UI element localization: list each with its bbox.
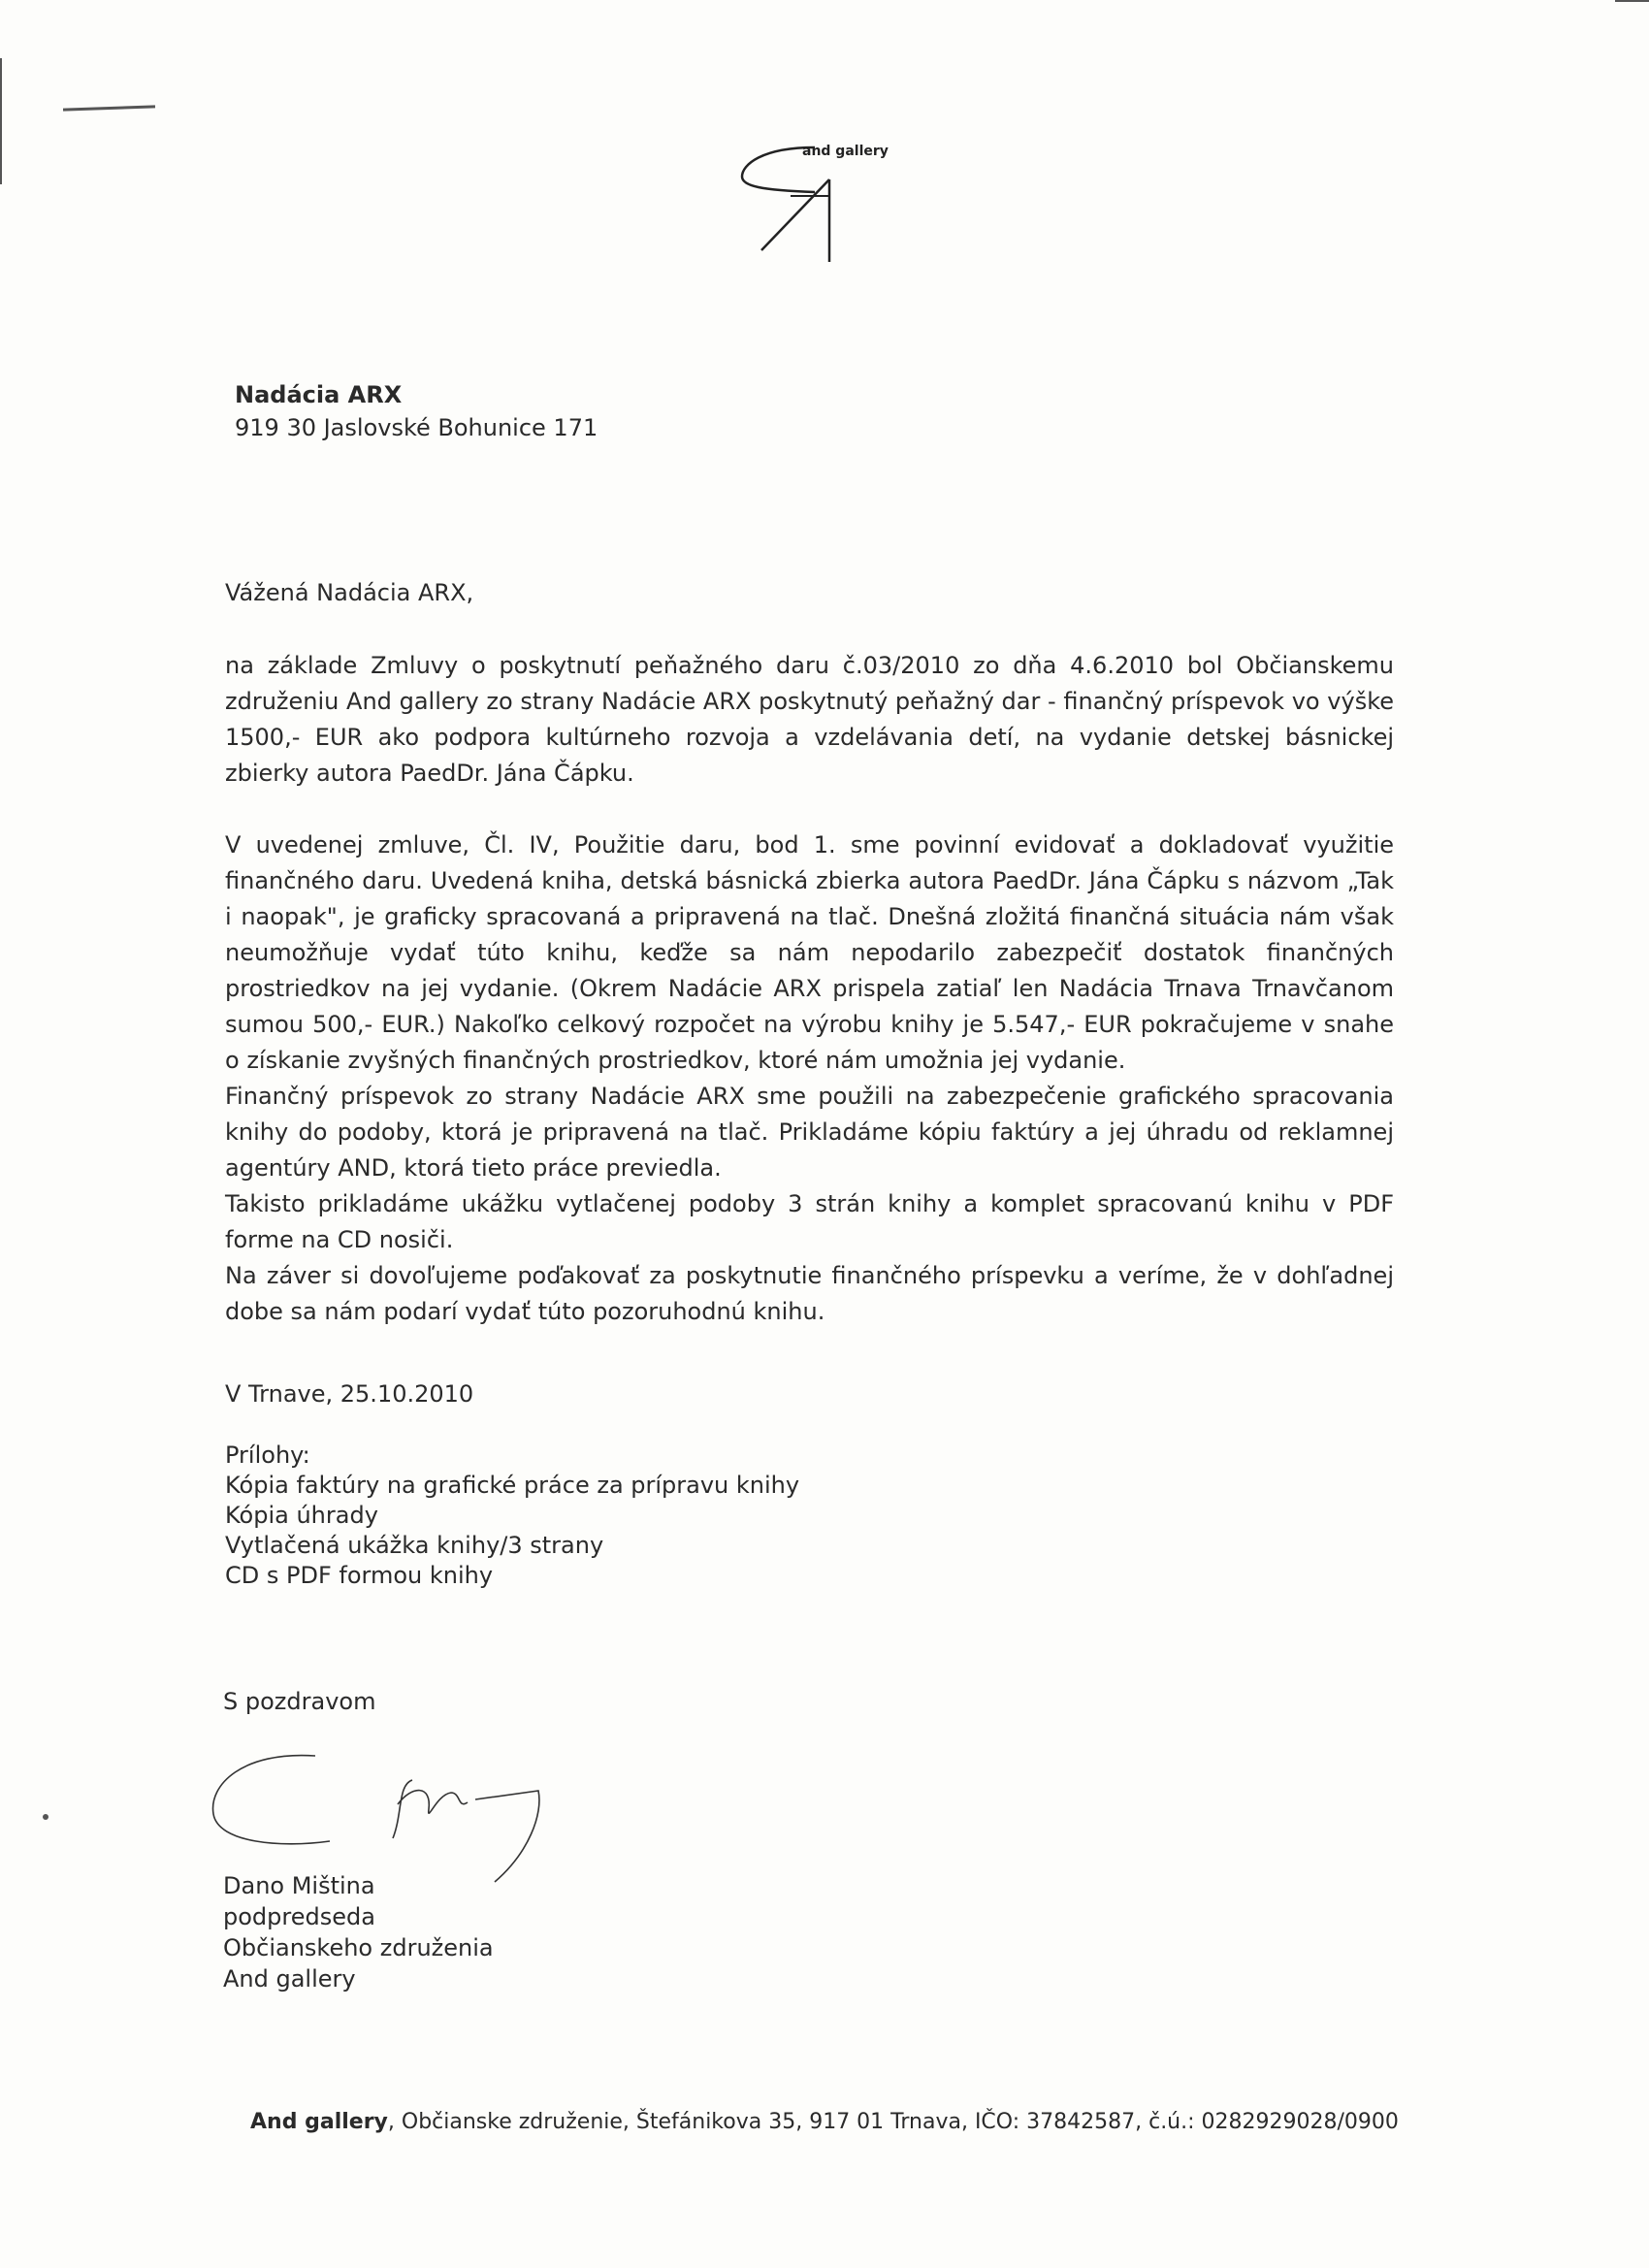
body-paragraph: Na záver si dovoľujeme poďakovať za poskytnutie finančného príspevku a veríme, že v dohľadnej dobe sa nám podarí vydať túto pozoruhodnú knihu.: [225, 1262, 1394, 1325]
scan-mark-top-right: [1615, 0, 1649, 2]
body-paragraph: V uvedenej zmluve, Čl. IV, Použitie daru, bod 1. sme povinní evidovať a dokladovať využitie finančného daru. Uvedená kniha, detská básnická zbierka autora PaedDr. Jána Čápku s názvom „Tak i naopak", je graficky spracovaná a pripravená na tlač. Dnešná zložitá finančná situácia nám však neumožňuje vydať túto knihu, keďže sa nám nepodarilo zabezpečiť dostatok finančných prostriedkov na jej vydanie. (Okrem Nadácie ARX prispela zatiaľ len Nadácia Trnava Trnavčanom sumou 500,- EUR.) Nakoľko celkový rozpočet na výrobu knihy je 5.547,- EUR pokračujeme v snahe o získanie zvyšných finančných prostriedkov, ktoré nám umožnia jej vydanie.: [225, 831, 1394, 1074]
attachment-item: Kópia faktúry na grafické práce za prípravu knihy: [225, 1472, 800, 1499]
body-paragraph: na základe Zmluvy o poskytnutí peňažného daru č.03/2010 zo dňa 4.6.2010 bol Občianskemu združeniu And gallery zo strany Nadácie ARX poskytnutý peňažný dar - finančný príspevok vo výške 1500,- EUR ako podpora kultúrneho rozvoja a vzdelávania detí, na vydanie detskej básnickej zbierky autora PaedDr. Jána Čápku.: [225, 652, 1394, 787]
logo-text: and gallery: [802, 144, 889, 159]
attachments-heading: Prílohy:: [225, 1442, 310, 1469]
body-paragraph: Finančný príspevok zo strany Nadácie ARX sme použili na zabezpečenie grafického spracovania knihy do podoby, ktorá je pripravená na tlač. Prikladáme kópiu faktúry a jej úhradu od reklamnej agentúry AND, ktorá tieto práce previedla.: [225, 1083, 1394, 1182]
scan-mark-top-left: [63, 105, 155, 111]
attachments-list: [225, 1441, 799, 1591]
attachment-item: Kópia úhrady: [225, 1502, 378, 1529]
salutation: Vážená Nadácia ARX,: [225, 579, 474, 606]
signer-role: podpredseda: [223, 1903, 375, 1930]
recipient-name: Nadácia ARX: [235, 381, 403, 408]
recipient-address: 919 30 Jaslovské Bohunice 171: [235, 414, 598, 441]
scan-mark-left-edge: [0, 58, 2, 184]
body-paragraph: Takisto prikladáme ukážku vytlačenej podoby 3 strán knihy a komplet spracovanú knihu v PDF forme na CD nosiči.: [225, 1190, 1394, 1253]
signer-org: And gallery: [223, 1965, 356, 1993]
letterhead-footer: [250, 2110, 1399, 2134]
signer-block: [223, 1870, 494, 1994]
and-gallery-logo: [723, 136, 917, 272]
footer-details: , Občianske združenie, Štefánikova 35, 917 01 Trnava, IČO: 37842587, č.ú.: 0282929028/0900: [387, 2110, 1399, 2134]
recipient-block: [235, 378, 598, 444]
attachment-item: CD s PDF formou knihy: [225, 1562, 494, 1589]
letter-date: V Trnave, 25.10.2010: [225, 1380, 474, 1408]
signer-org: Občianskeho združenia: [223, 1934, 494, 1961]
letter-body: [225, 648, 1394, 1330]
attachment-item: Vytlačená ukážka knihy/3 strany: [225, 1532, 604, 1559]
signer-name: Dano Miština: [223, 1872, 375, 1899]
scan-mark-dot: [43, 1814, 48, 1820]
closing-greeting: S pozdravom: [223, 1688, 376, 1715]
footer-org: And gallery: [250, 2110, 388, 2134]
